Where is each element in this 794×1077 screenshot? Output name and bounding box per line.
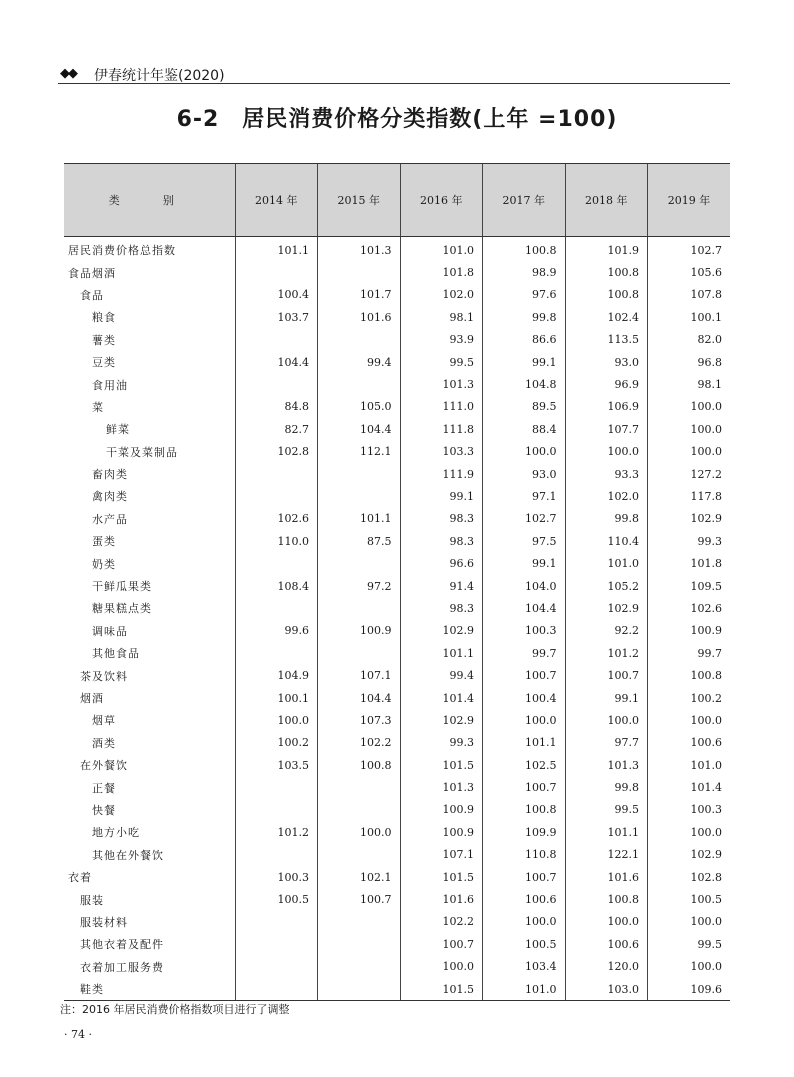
table-cell: 101.0 (400, 237, 483, 262)
table-cell: 100.8 (565, 888, 648, 910)
table-cell: 102.8 (648, 866, 731, 888)
column-header-year: 2017 年 (483, 164, 566, 237)
table-cell: 102.9 (565, 597, 648, 619)
table-cell: 100.2 (648, 687, 731, 709)
table-cell: 99.7 (648, 642, 731, 664)
table-cell: 112.1 (318, 441, 401, 463)
row-label: 菜 (92, 400, 104, 414)
table-cell: 100.5 (235, 888, 318, 910)
row-label: 其他食品 (92, 647, 140, 661)
table-cell: 99.5 (648, 933, 731, 955)
table-cell: 104.8 (483, 373, 566, 395)
table-cell: 100.7 (318, 888, 401, 910)
table-cell: 102.7 (483, 508, 566, 530)
table-row (64, 866, 730, 888)
row-label: 干鲜瓜果类 (92, 580, 152, 594)
table-cell: 91.4 (400, 575, 483, 597)
table-cell: 100.0 (648, 441, 731, 463)
table-cell: 100.6 (648, 732, 731, 754)
table-cell: 100.0 (400, 956, 483, 978)
table-cell: 102.7 (648, 237, 731, 262)
table-cell: 100.4 (235, 284, 318, 306)
table-cell (318, 978, 401, 1001)
table-cell: 101.6 (565, 866, 648, 888)
table-cell: 100.5 (483, 933, 566, 955)
table-cell: 110.8 (483, 844, 566, 866)
table-cell: 117.8 (648, 485, 731, 507)
table-cell: 101.8 (648, 552, 731, 574)
table-cell: 100.0 (648, 821, 731, 843)
table-cell: 98.3 (400, 597, 483, 619)
table-row (64, 329, 730, 351)
table-title: 6-2 居民消费价格分类指数(上年 =100) (176, 107, 618, 132)
table-cell: 82.7 (235, 418, 318, 440)
table-cell: 97.7 (565, 732, 648, 754)
table-cell (235, 485, 318, 507)
price-index-table (64, 163, 730, 1001)
table-cell: 102.2 (318, 732, 401, 754)
row-label: 豆类 (92, 356, 116, 370)
table-cell (235, 373, 318, 395)
table-cell: 109.5 (648, 575, 731, 597)
table-cell: 101.3 (318, 237, 401, 262)
table-row (64, 237, 730, 262)
table-cell: 99.5 (565, 799, 648, 821)
table-cell: 107.8 (648, 284, 731, 306)
table-cell (235, 956, 318, 978)
table-cell: 101.4 (648, 776, 731, 798)
header-rule (58, 83, 730, 84)
table-cell: 98.1 (400, 306, 483, 328)
table-cell: 100.0 (648, 396, 731, 418)
row-label: 其他衣着及配件 (80, 938, 164, 952)
table-cell: 102.9 (648, 844, 731, 866)
table-cell (318, 485, 401, 507)
column-header-year: 2014 年 (235, 164, 318, 237)
table-cell: 104.4 (235, 351, 318, 373)
table-cell: 99.8 (565, 508, 648, 530)
table-cell: 99.8 (565, 776, 648, 798)
row-label: 地方小吃 (92, 826, 140, 840)
table-cell: 102.9 (648, 508, 731, 530)
table-row (64, 284, 730, 306)
table-row (64, 441, 730, 463)
table-cell (318, 911, 401, 933)
table-row (64, 664, 730, 686)
table-cell: 100.7 (483, 776, 566, 798)
table-cell: 107.7 (565, 418, 648, 440)
table-cell: 122.1 (565, 844, 648, 866)
table-cell: 100.6 (565, 933, 648, 955)
table-cell: 96.8 (648, 351, 731, 373)
table-cell: 93.3 (565, 463, 648, 485)
table-cell (235, 844, 318, 866)
table-cell: 101.5 (400, 978, 483, 1001)
table-cell: 100.7 (400, 933, 483, 955)
table-cell: 127.2 (648, 463, 731, 485)
table-cell: 100.3 (235, 866, 318, 888)
table-cell: 101.1 (565, 821, 648, 843)
table-cell: 100.0 (235, 709, 318, 731)
table-cell: 101.0 (565, 552, 648, 574)
table-cell: 100.1 (235, 687, 318, 709)
table-cell (235, 642, 318, 664)
table-cell: 96.9 (565, 373, 648, 395)
table-cell: 120.0 (565, 956, 648, 978)
table-cell (318, 261, 401, 283)
table-cell: 100.0 (648, 911, 731, 933)
table-cell: 101.3 (400, 776, 483, 798)
row-label: 鞋类 (64, 978, 235, 1001)
table-cell: 100.2 (235, 732, 318, 754)
table-row (64, 888, 730, 910)
table-cell: 100.0 (565, 911, 648, 933)
table-cell: 101.5 (400, 754, 483, 776)
table-cell: 110.0 (235, 530, 318, 552)
table-cell: 100.8 (318, 754, 401, 776)
table-cell: 111.8 (400, 418, 483, 440)
table-cell: 100.0 (318, 821, 401, 843)
table-cell: 104.0 (483, 575, 566, 597)
table-cell: 108.4 (235, 575, 318, 597)
table-cell (235, 978, 318, 1001)
table-cell: 100.8 (483, 237, 566, 262)
row-label: 食品烟酒 (68, 266, 116, 280)
table-cell: 100.0 (648, 956, 731, 978)
row-label: 食品 (80, 288, 104, 302)
table-cell (318, 373, 401, 395)
table-row (64, 911, 730, 933)
table-cell: 103.4 (483, 956, 566, 978)
table-cell: 96.6 (400, 552, 483, 574)
table-cell: 101.0 (648, 754, 731, 776)
table-cell: 104.4 (318, 687, 401, 709)
table-row (64, 844, 730, 866)
table-cell: 99.1 (400, 485, 483, 507)
table-cell: 103.5 (235, 754, 318, 776)
table-cell: 100.0 (565, 709, 648, 731)
table-row (64, 418, 730, 440)
table-row (64, 485, 730, 507)
table-cell: 99.1 (565, 687, 648, 709)
table-cell: 98.3 (400, 530, 483, 552)
diamond-icon: ◆◆ (60, 66, 76, 81)
table-cell: 87.5 (318, 530, 401, 552)
row-label: 粮食 (92, 311, 116, 325)
table-cell (318, 329, 401, 351)
table-cell: 103.0 (565, 978, 648, 1001)
table-cell: 100.3 (483, 620, 566, 642)
table-row (64, 575, 730, 597)
row-label: 调味品 (92, 624, 128, 638)
table-cell: 100.8 (565, 284, 648, 306)
table-cell: 99.3 (400, 732, 483, 754)
table-cell: 97.5 (483, 530, 566, 552)
table-cell: 100.0 (483, 441, 566, 463)
table-cell (235, 261, 318, 283)
table-cell: 99.4 (318, 351, 401, 373)
table-cell: 113.5 (565, 329, 648, 351)
table-cell: 100.6 (483, 888, 566, 910)
column-header-year: 2016 年 (400, 164, 483, 237)
table-cell: 93.0 (483, 463, 566, 485)
table-cell: 100.9 (400, 821, 483, 843)
row-label: 其他在外餐饮 (92, 848, 164, 862)
table-body (64, 237, 730, 1001)
table-cell: 99.8 (483, 306, 566, 328)
table-cell: 99.6 (235, 620, 318, 642)
table-row (64, 687, 730, 709)
table-cell: 105.2 (565, 575, 648, 597)
table-cell: 107.1 (318, 664, 401, 686)
table-cell: 102.6 (648, 597, 731, 619)
table-cell: 101.1 (235, 237, 318, 262)
table-cell: 82.0 (648, 329, 731, 351)
table-row (64, 351, 730, 373)
table-cell: 99.7 (483, 642, 566, 664)
table-cell: 102.0 (565, 485, 648, 507)
table-cell: 102.8 (235, 441, 318, 463)
table-cell (235, 933, 318, 955)
table-cell: 103.7 (235, 306, 318, 328)
table-cell: 88.4 (483, 418, 566, 440)
table-cell (318, 552, 401, 574)
table-cell: 102.5 (483, 754, 566, 776)
row-label: 畜肉类 (92, 468, 128, 482)
table-cell: 102.2 (400, 911, 483, 933)
row-label: 薯类 (92, 333, 116, 347)
table-row (64, 709, 730, 731)
table-cell: 101.3 (565, 754, 648, 776)
table-row (64, 620, 730, 642)
table-cell: 101.7 (318, 284, 401, 306)
table-cell: 105.0 (318, 396, 401, 418)
table-cell: 102.0 (400, 284, 483, 306)
running-header (58, 64, 730, 84)
table-cell: 100.7 (483, 664, 566, 686)
table-cell: 100.7 (483, 866, 566, 888)
table-row (64, 978, 730, 1001)
row-label: 烟酒 (80, 692, 104, 705)
row-label: 正餐 (92, 781, 116, 795)
table-cell: 97.1 (483, 485, 566, 507)
table-cell: 100.0 (648, 418, 731, 440)
row-label: 干菜及菜制品 (106, 445, 178, 459)
table-row (64, 776, 730, 798)
table-cell: 102.9 (400, 709, 483, 731)
table-cell: 99.4 (400, 664, 483, 686)
table-cell: 101.2 (565, 642, 648, 664)
column-header-year: 2019 年 (648, 164, 731, 237)
row-label: 居民消费价格总指数 (68, 244, 176, 258)
table-header-row (64, 164, 730, 237)
table-cell (318, 799, 401, 821)
table-row (64, 956, 730, 978)
table-cell: 101.6 (318, 306, 401, 328)
row-label: 茶及饮料 (80, 669, 128, 683)
table-cell: 111.9 (400, 463, 483, 485)
table-cell: 93.0 (565, 351, 648, 373)
table-row (64, 933, 730, 955)
table-cell: 102.9 (400, 620, 483, 642)
table-row (64, 732, 730, 754)
row-label: 服装材料 (80, 915, 128, 929)
table-cell: 100.0 (565, 441, 648, 463)
table-cell: 100.8 (565, 261, 648, 283)
table-cell: 98.3 (400, 508, 483, 530)
table-cell: 86.6 (483, 329, 566, 351)
table-cell: 99.1 (483, 552, 566, 574)
table-cell (235, 911, 318, 933)
table-row (64, 597, 730, 619)
table-cell: 100.9 (318, 620, 401, 642)
row-label: 禽肉类 (92, 490, 128, 504)
row-label: 烟草 (92, 714, 116, 728)
row-label: 服装 (80, 893, 104, 907)
table-cell: 106.9 (565, 396, 648, 418)
table-cell: 98.9 (483, 261, 566, 283)
table-row (64, 306, 730, 328)
table-cell (318, 933, 401, 955)
row-label: 在外餐饮 (80, 759, 128, 773)
table-row (64, 821, 730, 843)
header-title: 伊春统计年鉴(2020) (94, 68, 225, 84)
table-cell: 99.5 (400, 351, 483, 373)
table-cell: 100.0 (648, 709, 731, 731)
table-cell: 102.4 (565, 306, 648, 328)
table-cell: 100.8 (648, 664, 731, 686)
table-row (64, 754, 730, 776)
table-cell: 100.0 (483, 709, 566, 731)
row-label: 衣着 (68, 871, 92, 885)
table-cell: 101.5 (400, 866, 483, 888)
table-cell: 101.1 (483, 732, 566, 754)
table-cell: 101.8 (400, 261, 483, 283)
table-cell: 92.2 (565, 620, 648, 642)
table-cell: 100.1 (648, 306, 731, 328)
row-label: 衣着加工服务费 (80, 960, 164, 974)
table-cell: 101.4 (400, 687, 483, 709)
row-label: 水产品 (92, 512, 128, 526)
table-cell: 89.5 (483, 396, 566, 418)
table-cell: 102.6 (235, 508, 318, 530)
table-cell: 101.1 (400, 642, 483, 664)
table-cell: 109.9 (483, 821, 566, 843)
row-label: 鲜菜 (106, 423, 130, 437)
table-cell (235, 552, 318, 574)
table-cell (318, 642, 401, 664)
table-cell: 101.2 (235, 821, 318, 843)
table-cell: 101.9 (565, 237, 648, 262)
table-cell (235, 329, 318, 351)
table-row (64, 530, 730, 552)
table-cell: 99.3 (648, 530, 731, 552)
table-row (64, 642, 730, 664)
table-cell: 107.3 (318, 709, 401, 731)
table-cell: 103.3 (400, 441, 483, 463)
table-row (64, 463, 730, 485)
table-cell: 93.9 (400, 329, 483, 351)
table-cell (318, 463, 401, 485)
table-cell: 101.1 (318, 508, 401, 530)
table-cell (318, 776, 401, 798)
row-label: 快餐 (92, 803, 116, 817)
table-cell: 111.0 (400, 396, 483, 418)
table-cell (318, 956, 401, 978)
table-cell: 100.0 (483, 911, 566, 933)
table-cell: 99.1 (483, 351, 566, 373)
table-cell: 97.6 (483, 284, 566, 306)
table-cell (235, 776, 318, 798)
table-cell: 100.9 (400, 799, 483, 821)
table-cell: 100.8 (483, 799, 566, 821)
table-cell: 98.1 (648, 373, 731, 395)
table-row (64, 396, 730, 418)
table-cell: 101.3 (400, 373, 483, 395)
table-cell: 107.1 (400, 844, 483, 866)
row-label: 糖果糕点类 (92, 602, 152, 616)
page-number: · 74 · (64, 1028, 92, 1041)
row-label: 蛋类 (92, 535, 116, 549)
table-row (64, 373, 730, 395)
table-cell (235, 597, 318, 619)
table-cell: 104.4 (318, 418, 401, 440)
table-cell: 100.4 (483, 687, 566, 709)
table-cell: 104.4 (483, 597, 566, 619)
table-cell (318, 844, 401, 866)
column-header-year: 2015 年 (318, 164, 401, 237)
column-header-category: 类 别 (64, 164, 235, 237)
table-cell (235, 799, 318, 821)
table-cell: 100.5 (648, 888, 731, 910)
column-header-year: 2018 年 (565, 164, 648, 237)
table-row (64, 508, 730, 530)
table-cell (235, 463, 318, 485)
table-cell: 100.9 (648, 620, 731, 642)
table-cell: 101.6 (400, 888, 483, 910)
table-cell: 100.3 (648, 799, 731, 821)
table-cell: 84.8 (235, 396, 318, 418)
row-label: 酒类 (92, 736, 116, 750)
row-label: 食用油 (92, 378, 128, 392)
table-cell: 109.6 (648, 978, 731, 1001)
table-cell (318, 597, 401, 619)
table-cell: 102.1 (318, 866, 401, 888)
table-row (64, 799, 730, 821)
table-row (64, 261, 730, 283)
table-cell: 97.2 (318, 575, 401, 597)
table-cell: 105.6 (648, 261, 731, 283)
row-label: 奶类 (92, 557, 116, 571)
table-row (64, 552, 730, 574)
table-cell: 100.7 (565, 664, 648, 686)
table-cell: 104.9 (235, 664, 318, 686)
footnote: 注：2016 年居民消费价格指数项目进行了调整 (60, 1003, 290, 1016)
table-cell: 101.0 (483, 978, 566, 1001)
table-cell: 110.4 (565, 530, 648, 552)
